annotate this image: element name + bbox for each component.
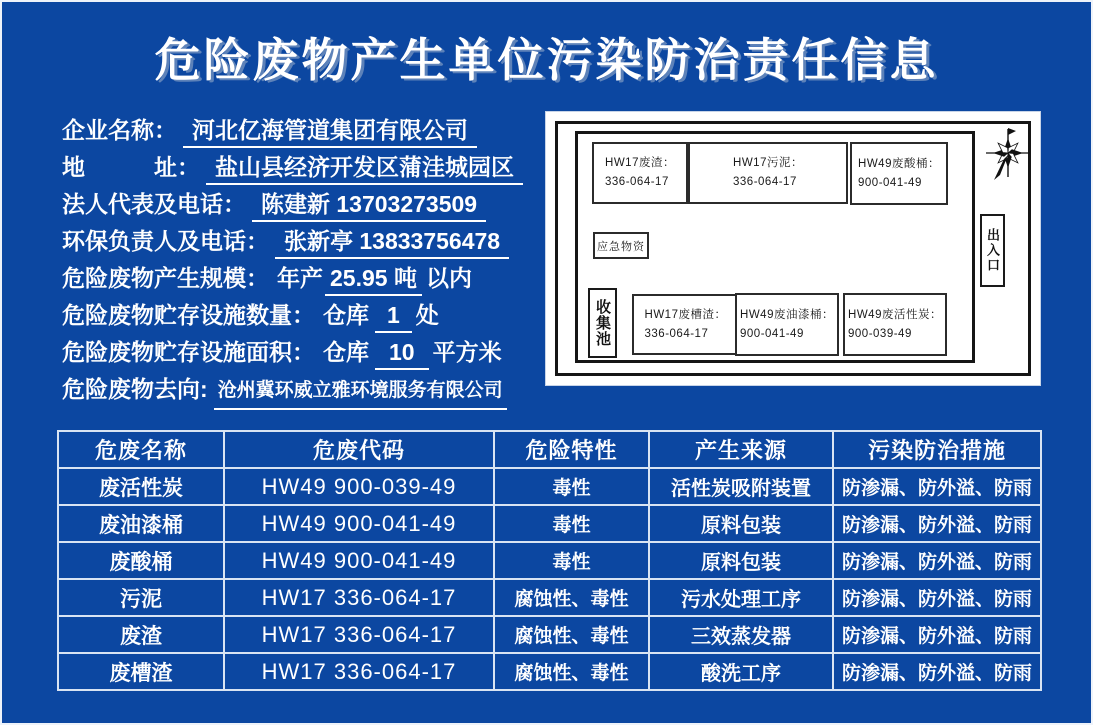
table-cell: 防渗漏、防外溢、防雨 <box>833 542 1041 579</box>
table-cell: 污水处理工序 <box>649 579 833 616</box>
storage-zone-box <box>688 142 848 204</box>
table-cell: HW49 900-041-49 <box>224 505 494 542</box>
info-line-env-officer <box>62 223 544 260</box>
table-cell: 防渗漏、防外溢、防雨 <box>833 505 1041 542</box>
sign-title: 危险废物产生单位污染防治责任信息 <box>154 34 939 86</box>
table-cell: 防渗漏、防外溢、防雨 <box>833 616 1041 653</box>
company-info-block <box>62 112 544 408</box>
table-cell: 酸洗工序 <box>649 653 833 690</box>
storage-zone-box <box>735 293 839 356</box>
table-cell: 废槽渣 <box>58 653 224 690</box>
table-cell: HW49 900-041-49 <box>224 542 494 579</box>
table-cell: 毒性 <box>494 505 649 542</box>
table-cell: 废活性炭 <box>58 468 224 505</box>
info-line-waste-destination <box>62 371 544 408</box>
field-label: 危险废物去向: <box>62 376 208 402</box>
table-cell: 活性炭吸附装置 <box>649 468 833 505</box>
column-header: 危废名称 <box>58 431 224 468</box>
table-row <box>58 542 1041 579</box>
table-row <box>58 468 1041 505</box>
table-cell: HW17 336-064-17 <box>224 616 494 653</box>
table-cell: 废渣 <box>58 616 224 653</box>
table-cell: HW17 336-064-17 <box>224 653 494 690</box>
zone-code: 336-064-17 <box>733 176 797 188</box>
table-cell: 防渗漏、防外溢、防雨 <box>833 579 1041 616</box>
field-value: 盐山县经济开发区蒲洼城园区 <box>206 152 523 185</box>
storage-zone-box <box>592 142 688 204</box>
table-cell: 废酸桶 <box>58 542 224 579</box>
field-value: 1 <box>375 300 412 333</box>
emergency-supplies-box: 应急物资 <box>593 232 649 259</box>
storage-layout-diagram <box>546 112 1040 385</box>
zone-label: HW17废渣： <box>605 157 675 170</box>
info-line-address <box>62 149 544 186</box>
info-line-storage-count: 危险废物贮存设施数量： 仓库 1 处 <box>62 297 544 334</box>
zone-label: HW49废油漆桶： <box>740 308 834 321</box>
info-line-legal-rep <box>62 186 544 223</box>
table-cell: 毒性 <box>494 542 649 579</box>
field-label: 危险废物贮存设施面积： <box>62 339 315 365</box>
table-cell: 毒性 <box>494 468 649 505</box>
collection-pool-box: 收集池 <box>588 288 617 358</box>
table-cell: 腐蚀性、毒性 <box>494 579 649 616</box>
zone-label: HW17废槽渣： <box>644 308 727 321</box>
zone-code: 336-064-17 <box>605 176 669 188</box>
info-line-company-name <box>62 112 544 149</box>
zone-code: 336-064-17 <box>644 327 709 340</box>
storage-zone-box <box>850 142 948 205</box>
column-header: 产生来源 <box>649 431 833 468</box>
field-value: 25.95 吨 <box>325 263 422 296</box>
table-cell: HW17 336-064-17 <box>224 579 494 616</box>
table-cell: 腐蚀性、毒性 <box>494 616 649 653</box>
field-label: 危险废物产生规模： <box>62 265 269 291</box>
field-label: 法人代表及电话： <box>62 191 246 217</box>
field-value: 10 <box>375 337 429 370</box>
zone-code: 900-041-49 <box>858 176 922 189</box>
field-label: 企业名称： <box>62 117 177 143</box>
storage-zone-box <box>632 294 739 355</box>
table-row <box>58 616 1041 653</box>
zone-label: HW17污泥： <box>733 157 803 170</box>
table-cell: 防渗漏、防外溢、防雨 <box>833 653 1041 690</box>
field-label: 危险废物贮存设施数量： <box>62 302 315 328</box>
table-row <box>58 505 1041 542</box>
table-row <box>58 579 1041 616</box>
field-value: 沧州冀环威立雅环境服务有限公司 <box>214 375 507 410</box>
zone-code: 900-041-49 <box>740 327 804 340</box>
waste-info-table <box>57 430 1042 691</box>
info-line-production-scale: 危险废物产生规模： 年产 25.95 吨 以内 <box>62 260 544 297</box>
zone-label: HW49废酸桶： <box>858 157 940 170</box>
table-header-row <box>58 431 1041 468</box>
table-cell: 防渗漏、防外溢、防雨 <box>833 468 1041 505</box>
field-label: 地 址： <box>62 154 200 180</box>
zone-code: 900-039-49 <box>848 327 912 340</box>
field-value: 河北亿海管道集团有限公司 <box>183 115 477 148</box>
table-cell: 原料包装 <box>649 542 833 579</box>
entrance-exit-box: 出入口 <box>980 214 1005 287</box>
info-line-storage-area: 危险废物贮存设施面积： 仓库 10 平方米 <box>62 334 544 371</box>
table-cell: 腐蚀性、毒性 <box>494 653 649 690</box>
table-cell: 废油漆桶 <box>58 505 224 542</box>
zone-label: HW49废活性炭： <box>848 308 942 321</box>
table-row <box>58 653 1041 690</box>
table-cell: 三效蒸发器 <box>649 616 833 653</box>
field-label: 环保负责人及电话： <box>62 228 269 254</box>
column-header: 危险特性 <box>494 431 649 468</box>
column-header: 污染防治措施 <box>833 431 1041 468</box>
table-cell: HW49 900-039-49 <box>224 468 494 505</box>
north-arrow-icon <box>983 123 1033 185</box>
table-cell: 污泥 <box>58 579 224 616</box>
column-header: 危废代码 <box>224 431 494 468</box>
field-value: 陈建新 13703273509 <box>252 189 486 222</box>
table-cell: 原料包装 <box>649 505 833 542</box>
field-value: 张新亭 13833756478 <box>275 226 509 259</box>
storage-zone-box <box>843 293 947 356</box>
